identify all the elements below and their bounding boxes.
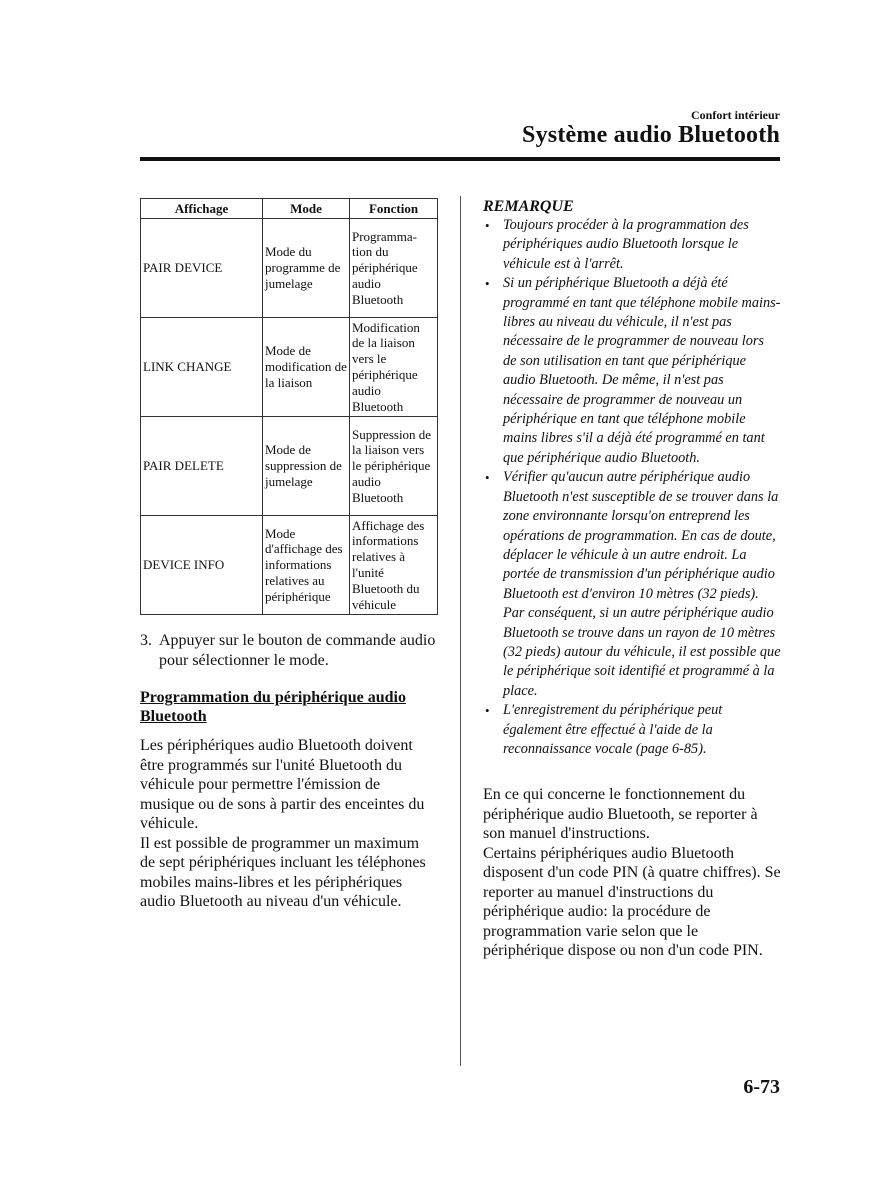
step-text: Appuyer sur le bouton de commande audio pour sélectionner le mode. — [159, 632, 436, 669]
table-cell-display: PAIR DELETE — [141, 417, 263, 516]
table-row — [141, 219, 438, 318]
table-row — [141, 417, 438, 516]
right-column — [483, 197, 781, 961]
paragraph: En ce qui concerne le fonctionnement du périphérique audio Bluetooth, se reporter à son manuel d'instructions. — [483, 786, 758, 843]
table-cell-mode: Mode du programme de jumelage — [263, 219, 350, 318]
list-item — [483, 468, 781, 701]
table-cell-function: Affichage des informations relatives à l'unité Bluetooth du véhicule — [350, 516, 438, 615]
paragraph: Certains périphériques audio Bluetooth disposent d'un code PIN (à quatre chiffres). Se reporter au manuel d'instructions du périphérique audio: la procédure de programmation varie selon que le périphérique dispose ou non d'un code PIN. — [483, 844, 781, 960]
step-3 — [140, 631, 436, 671]
list-item — [483, 274, 781, 468]
mode-table — [140, 198, 438, 615]
list-item-text: L'enregistrement du périphérique peut également être effectué à l'aide de la reconnaissance vocale (page 6-85). — [503, 702, 723, 757]
list-item-text: Si un périphérique Bluetooth a déjà été programmé en tant que téléphone mobile mains-libres au niveau du véhicule, il n'est pas nécessaire de le programmer de nouveau lors de son utilisation en tant que périphérique audio Bluetooth. De même, il n'est pas nécessaire de programmer de nouveau un périphérique en tant que téléphone mobile mains libres s'il a déjà été programmé en tant que périphérique audio Bluetooth. — [503, 275, 781, 466]
step-number: 3. — [140, 632, 152, 649]
table-row — [141, 516, 438, 615]
column-divider — [460, 196, 461, 1066]
table-cell-function: Suppression de la liaison vers le périphérique audio Bluetooth — [350, 417, 438, 516]
left-column — [140, 198, 436, 912]
bullet-icon: • — [485, 218, 490, 233]
table-cell-mode: Mode de modification de la liaison — [263, 318, 350, 417]
bullet-icon: • — [485, 276, 490, 292]
title-rule — [140, 157, 780, 161]
table-row — [141, 318, 438, 417]
paragraph: Il est possible de programmer un maximum de sept périphériques incluant les téléphones mobiles mains-libres et les périphériques audio Bluetooth au niveau d'un véhicule. — [140, 834, 426, 910]
table-cell-function: Modification de la liaison vers le périphérique audio Bluetooth — [350, 318, 438, 417]
table-cell-mode: Mode de suppression de jumelage — [263, 417, 350, 516]
remark-title: REMARQUE — [483, 198, 574, 215]
section-subheading: Programmation du périphérique audio Bluetooth — [140, 689, 406, 725]
section-label: Confort intérieur — [691, 108, 780, 122]
page-title: Système audio Bluetooth — [522, 122, 780, 148]
paragraph: Les périphériques audio Bluetooth doivent être programmés sur l'unité Bluetooth du véhicule pour permettre l'émission de musique ou de sons à partir des enceintes du véhicule. — [140, 737, 425, 832]
table-cell-display: LINK CHANGE — [141, 318, 263, 417]
list-item — [483, 701, 781, 759]
page-number: 6-73 — [743, 1076, 780, 1098]
bullet-icon: • — [485, 470, 490, 486]
table-header-row — [141, 199, 438, 219]
list-item — [483, 216, 781, 274]
bullet-icon: • — [485, 703, 490, 719]
table-cell-function: Programma-tion du périphérique audio Bluetooth — [350, 219, 438, 318]
right-body-text — [483, 785, 781, 961]
table-header-cell: Mode — [263, 199, 350, 219]
table-header-cell: Fonction — [350, 199, 438, 219]
table-cell-mode: Mode d'affichage des informations relatives au périphérique — [263, 516, 350, 615]
left-body-text — [140, 736, 436, 912]
remark-list — [483, 216, 781, 759]
table-header-cell: Affichage — [141, 199, 263, 219]
table-cell-display: PAIR DEVICE — [141, 219, 263, 318]
table-cell-display: DEVICE INFO — [141, 516, 263, 615]
list-item-text: Vérifier qu'aucun autre périphérique audio Bluetooth n'est susceptible de se trouver dans la zone environnante lorsqu'on entreprend les opérations de programmation. En cas de doute, déplacer le véhicule à un autre endroit. La portée de transmission d'un périphérique audio Bluetooth est d'environ 10 mètres (32 pieds). Par conséquent, si un autre périphérique audio Bluetooth se trouve dans un rayon de 10 mètres (32 pieds) autour du véhicule, il est possible que le périphérique soit identifié et programmé à la place. — [503, 469, 781, 699]
list-item-text: Toujours procéder à la programmation des périphériques audio Bluetooth lorsque le véhicule est à l'arrêt. — [503, 217, 749, 272]
